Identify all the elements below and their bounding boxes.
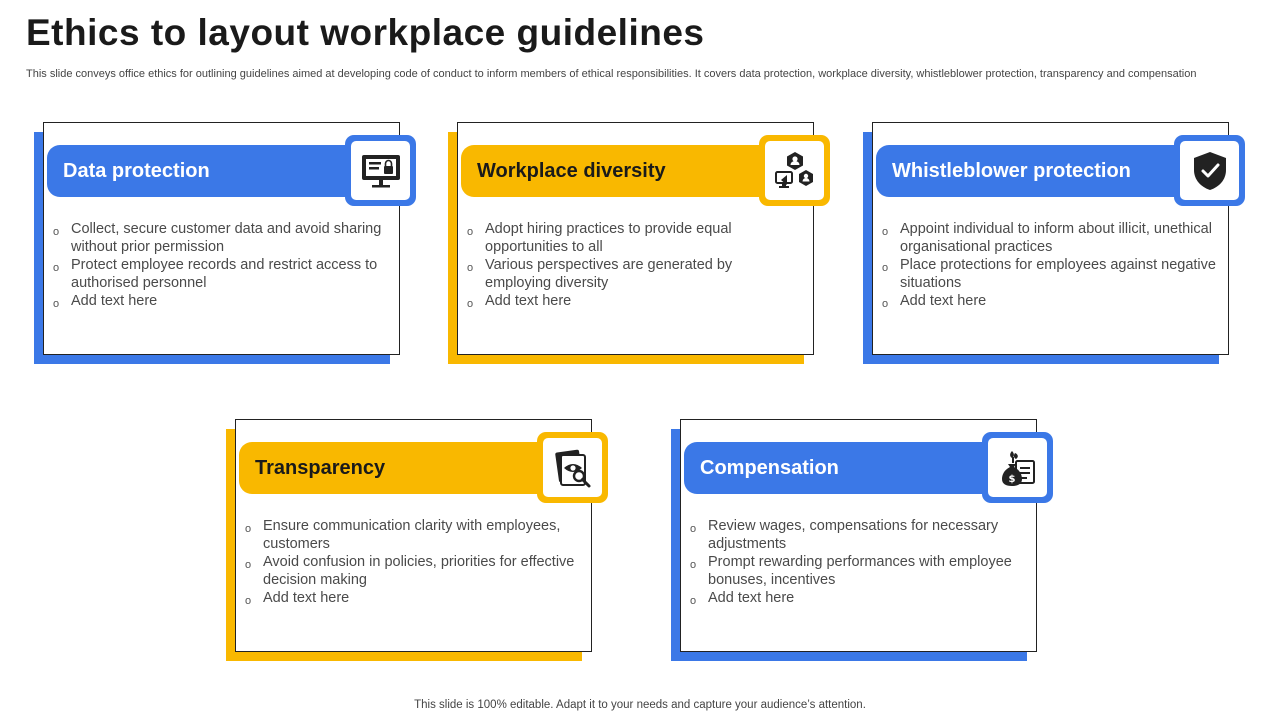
list-item: o Ensure communication clarity with employees, customers xyxy=(245,518,561,552)
card-workplace-diversity xyxy=(448,122,814,364)
list-item: o Add text here xyxy=(882,293,987,310)
card-heading: Compensation xyxy=(684,442,984,494)
card-whistleblower-protection xyxy=(863,122,1229,364)
bullet-list xyxy=(690,517,1025,607)
list-item: o Review wages, compensations for necessary adjustments xyxy=(690,518,999,552)
card-data-protection xyxy=(34,122,400,364)
slide-subtitle: This slide conveys office ethics for outlining guidelines aimed at developing code of conduct to inform members of ethical responsibilities. It covers data protection, workplace diversity, whistleblower protection, transparency and compensation xyxy=(26,68,1197,80)
list-item: o Various perspectives are generated by employing diversity xyxy=(467,257,733,291)
list-item: o Add text here xyxy=(467,293,572,310)
card-icon-frame xyxy=(537,432,608,503)
list-item: o Add text here xyxy=(245,590,350,607)
monitor-lock-icon xyxy=(360,152,402,190)
list-item: o Prompt rewarding performances with employee bonuses, incentives xyxy=(690,554,1012,588)
card-icon-frame xyxy=(759,135,830,206)
card-icon-frame xyxy=(1174,135,1245,206)
card-transparency xyxy=(226,419,592,661)
document-eye-icon xyxy=(553,447,593,489)
slide-title: Ethics to layout workplace guidelines xyxy=(26,12,705,53)
card-heading: Transparency xyxy=(239,442,539,494)
list-item: o Add text here xyxy=(690,590,795,607)
list-item: o Protect employee records and restrict access to authorised personnel xyxy=(53,257,378,291)
money-bag-icon xyxy=(998,447,1038,489)
diversity-network-icon xyxy=(773,150,817,192)
list-item: o Appoint individual to inform about illicit, unethical organisational practices xyxy=(882,221,1212,255)
card-heading: Whistleblower protection xyxy=(876,145,1176,197)
slide-footer: This slide is 100% editable. Adapt it to your needs and capture your audience’s attention. xyxy=(414,699,866,711)
list-item: o Add text here xyxy=(53,293,158,310)
card-heading: Data protection xyxy=(47,145,347,197)
svg-text:$: $ xyxy=(1008,473,1015,485)
list-item: o Adopt hiring practices to provide equal opportunities to all xyxy=(467,221,732,255)
card-icon-frame xyxy=(345,135,416,206)
card-icon-frame xyxy=(982,432,1053,503)
bullet-list xyxy=(882,220,1217,310)
list-item: o Collect, secure customer data and avoid sharing without prior permission xyxy=(53,221,382,255)
card-compensation xyxy=(671,419,1037,661)
card-heading: Workplace diversity xyxy=(461,145,761,197)
bullet-list xyxy=(467,220,802,310)
list-item: o Avoid confusion in policies, priorities for effective decision making xyxy=(245,554,575,588)
bullet-list xyxy=(245,517,580,607)
bullet-list xyxy=(53,220,388,310)
list-item: o Place protections for employees against negative situations xyxy=(882,257,1216,291)
shield-check-icon xyxy=(1191,150,1229,192)
